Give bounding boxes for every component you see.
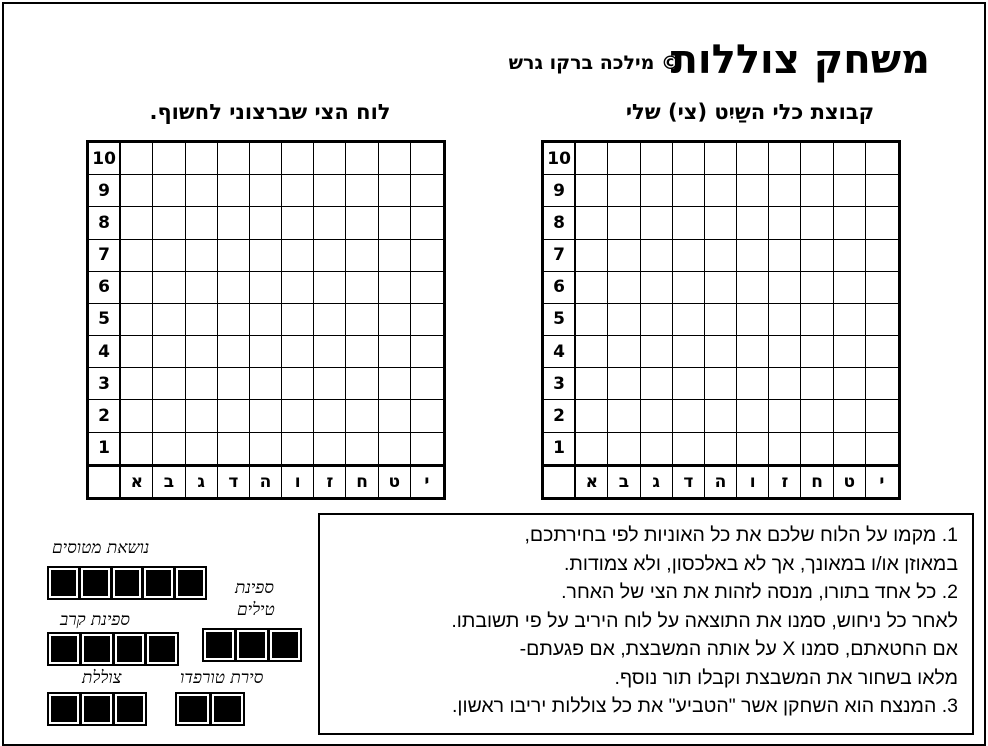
- grid-cell[interactable]: [121, 304, 153, 336]
- column-label: ד: [218, 465, 250, 497]
- grid-cell[interactable]: [282, 272, 314, 304]
- grid-cell[interactable]: [834, 240, 866, 272]
- grid-cell[interactable]: [346, 272, 378, 304]
- grid-cell[interactable]: [608, 240, 640, 272]
- grid-cell[interactable]: [834, 143, 866, 175]
- grid-cell[interactable]: [411, 368, 443, 400]
- grid-cell[interactable]: [866, 336, 898, 368]
- grid-cell[interactable]: [346, 304, 378, 336]
- grid-cell[interactable]: [346, 240, 378, 272]
- column-label: ז: [314, 465, 346, 497]
- grid-cell[interactable]: [673, 240, 705, 272]
- grid-cell[interactable]: [282, 207, 314, 239]
- grid-cell[interactable]: [705, 175, 737, 207]
- instruction-line: לאחר כל ניחוש, סמנו את התוצאה על לוח היריב על פי תשובתו.: [451, 609, 958, 632]
- grid-cell[interactable]: [866, 175, 898, 207]
- grid-cell[interactable]: [153, 175, 185, 207]
- grid-cell[interactable]: [705, 143, 737, 175]
- grid-cell[interactable]: [121, 433, 153, 465]
- column-label: ט: [379, 465, 411, 497]
- instruction-line: 1. מקמו על הלוח שלכם את כל האוניות לפי בחירתכם,: [524, 524, 958, 546]
- grid-cell[interactable]: [834, 304, 866, 336]
- grid-cell[interactable]: [218, 207, 250, 239]
- grid-cell[interactable]: [218, 143, 250, 175]
- row-label: 3: [89, 368, 121, 400]
- grid-cell[interactable]: [673, 336, 705, 368]
- grid-cell[interactable]: [411, 272, 443, 304]
- ship-segment: [212, 694, 244, 724]
- torpedo-boat-ship: [175, 692, 245, 726]
- grid-cell[interactable]: [769, 400, 801, 432]
- grid-cell[interactable]: [379, 368, 411, 400]
- grid-cell[interactable]: [186, 336, 218, 368]
- grid-cell[interactable]: [576, 400, 608, 432]
- grid-cell[interactable]: [641, 175, 673, 207]
- grid-cell[interactable]: [641, 143, 673, 175]
- grid-cell[interactable]: [673, 175, 705, 207]
- grid-cell[interactable]: [641, 336, 673, 368]
- grid-cell[interactable]: [282, 175, 314, 207]
- row-label: 3: [544, 368, 576, 400]
- grid-cell[interactable]: [608, 272, 640, 304]
- grid-cell[interactable]: [314, 272, 346, 304]
- grid-cell[interactable]: [411, 143, 443, 175]
- grid-cell[interactable]: [705, 368, 737, 400]
- ship-segment: [81, 568, 110, 598]
- column-label: ח: [346, 465, 378, 497]
- row-label: 8: [544, 207, 576, 239]
- grid-cell[interactable]: [866, 368, 898, 400]
- grid-cell[interactable]: [801, 272, 833, 304]
- grid-cell[interactable]: [186, 272, 218, 304]
- grid-cell[interactable]: [576, 368, 608, 400]
- grid-cell[interactable]: [834, 433, 866, 465]
- grid-cell[interactable]: [282, 143, 314, 175]
- carrier-label: נושאת מטוסים: [52, 538, 150, 558]
- grid-cell[interactable]: [641, 240, 673, 272]
- corner-cell: [544, 465, 576, 497]
- submarine-ship: [47, 692, 147, 726]
- grid-cell[interactable]: [153, 240, 185, 272]
- grid-cell[interactable]: [737, 207, 769, 239]
- instructions-box: [318, 513, 974, 735]
- grid-cell[interactable]: [153, 143, 185, 175]
- grid-cell[interactable]: [379, 304, 411, 336]
- grid-cell[interactable]: [153, 433, 185, 465]
- ship-segment: [147, 634, 177, 664]
- grid-cell[interactable]: [346, 143, 378, 175]
- grid-cell[interactable]: [346, 336, 378, 368]
- grid-cell[interactable]: [705, 240, 737, 272]
- grid-cell[interactable]: [250, 175, 282, 207]
- row-label: 1: [89, 433, 121, 465]
- row-label: 7: [544, 240, 576, 272]
- grid-cell[interactable]: [186, 368, 218, 400]
- grid-cell[interactable]: [121, 272, 153, 304]
- grid-cell[interactable]: [576, 272, 608, 304]
- grid-cell[interactable]: [411, 400, 443, 432]
- page-title: משחק צוללות: [670, 37, 930, 83]
- grid-cell[interactable]: [705, 433, 737, 465]
- grid-cell[interactable]: [282, 336, 314, 368]
- grid-cell[interactable]: [769, 240, 801, 272]
- row-label: 5: [544, 304, 576, 336]
- grid-cell[interactable]: [186, 240, 218, 272]
- row-label: 4: [89, 336, 121, 368]
- column-label: י: [411, 465, 443, 497]
- grid-cell[interactable]: [314, 368, 346, 400]
- grid-cell[interactable]: [769, 175, 801, 207]
- row-label: 4: [544, 336, 576, 368]
- grid-cell[interactable]: [576, 240, 608, 272]
- grid-cell[interactable]: [608, 175, 640, 207]
- grid-cell[interactable]: [153, 400, 185, 432]
- grid-cell[interactable]: [153, 304, 185, 336]
- grid-cell[interactable]: [153, 272, 185, 304]
- ship-segment: [204, 630, 234, 660]
- grid-cell[interactable]: [314, 336, 346, 368]
- grid-cell[interactable]: [641, 368, 673, 400]
- grid-cell[interactable]: [608, 400, 640, 432]
- grid-cell[interactable]: [834, 400, 866, 432]
- ship-segment: [49, 634, 79, 664]
- grid-cell[interactable]: [673, 207, 705, 239]
- column-label: ג: [641, 465, 673, 497]
- column-label: א: [121, 465, 153, 497]
- grid-cell[interactable]: [250, 272, 282, 304]
- column-label: ו: [282, 465, 314, 497]
- carrier-ship: [47, 566, 207, 600]
- grid-cell[interactable]: [346, 400, 378, 432]
- grid-cell[interactable]: [379, 272, 411, 304]
- grid-cell[interactable]: [121, 400, 153, 432]
- grid-cell[interactable]: [737, 304, 769, 336]
- grid-cell[interactable]: [834, 175, 866, 207]
- grid-cell[interactable]: [801, 304, 833, 336]
- row-label: 6: [89, 272, 121, 304]
- grid-cell[interactable]: [866, 272, 898, 304]
- grid-cell[interactable]: [250, 207, 282, 239]
- submarine-label: צוללת: [82, 668, 122, 688]
- ship-segment: [176, 568, 205, 598]
- grid-cell[interactable]: [769, 433, 801, 465]
- grid-cell[interactable]: [801, 143, 833, 175]
- grid-cell[interactable]: [411, 304, 443, 336]
- opponent-grid[interactable]: [86, 140, 446, 500]
- grid-cell[interactable]: [121, 368, 153, 400]
- column-label: ז: [769, 465, 801, 497]
- grid-cell[interactable]: [314, 433, 346, 465]
- missile-boat-ship: [202, 628, 302, 662]
- grid-cell[interactable]: [346, 433, 378, 465]
- grid-cell[interactable]: [576, 175, 608, 207]
- grid-cell[interactable]: [218, 368, 250, 400]
- ship-segment: [177, 694, 209, 724]
- grid-cell[interactable]: [834, 336, 866, 368]
- grid-cell[interactable]: [641, 207, 673, 239]
- grid-cell[interactable]: [673, 433, 705, 465]
- ship-segment: [115, 694, 145, 724]
- grid-cell[interactable]: [801, 207, 833, 239]
- ship-segment: [82, 634, 112, 664]
- grid-cell[interactable]: [121, 143, 153, 175]
- grid-cell[interactable]: [379, 175, 411, 207]
- grid-cell[interactable]: [282, 400, 314, 432]
- row-label: 2: [89, 400, 121, 432]
- grid-cell[interactable]: [250, 400, 282, 432]
- ship-segment: [113, 568, 142, 598]
- grid-cell[interactable]: [866, 433, 898, 465]
- grid-cell[interactable]: [705, 336, 737, 368]
- grid-cell[interactable]: [769, 368, 801, 400]
- row-label: 10: [89, 143, 121, 175]
- instruction-line: 3. המנצח הוא השחקן אשר "הטביע" את כל צוללות יריבו ראשון.: [452, 695, 958, 717]
- grid-cell[interactable]: [834, 272, 866, 304]
- column-label: ה: [705, 465, 737, 497]
- ship-segment: [49, 694, 79, 724]
- grid-cell[interactable]: [250, 304, 282, 336]
- grid-cell[interactable]: [641, 400, 673, 432]
- grid-cell[interactable]: [250, 143, 282, 175]
- grid-cell[interactable]: [608, 304, 640, 336]
- grid-cell[interactable]: [218, 433, 250, 465]
- grid-cell[interactable]: [576, 143, 608, 175]
- grid-cell[interactable]: [737, 336, 769, 368]
- grid-cell[interactable]: [186, 175, 218, 207]
- author-byline: © מילכה ברקו גרש: [508, 52, 680, 74]
- grid-cell[interactable]: [218, 175, 250, 207]
- missile-boat-label-2: טילים: [237, 600, 275, 620]
- instruction-line: מלאו בשחור את המשבצת וקבלו תור נוסף.: [614, 666, 958, 689]
- grid-cell[interactable]: [346, 175, 378, 207]
- grid-cell[interactable]: [411, 175, 443, 207]
- grid-cell[interactable]: [576, 207, 608, 239]
- grid-cell[interactable]: [186, 207, 218, 239]
- grid-cell[interactable]: [866, 207, 898, 239]
- instruction-line: במאוזן או/ו במאונך, אך לא באלכסון, ולא צמודות.: [563, 552, 958, 575]
- grid-cell[interactable]: [411, 207, 443, 239]
- column-label: ג: [186, 465, 218, 497]
- ship-segment: [49, 568, 78, 598]
- grid-cell[interactable]: [608, 368, 640, 400]
- grid-cell[interactable]: [218, 272, 250, 304]
- opponent-board-title: לוח הצי שברצוני לחשוף.: [149, 100, 391, 124]
- grid-cell[interactable]: [576, 304, 608, 336]
- grid-cell[interactable]: [769, 143, 801, 175]
- grid-cell[interactable]: [250, 368, 282, 400]
- my-fleet-grid[interactable]: [541, 140, 901, 500]
- grid-cell[interactable]: [186, 143, 218, 175]
- column-label: ט: [834, 465, 866, 497]
- grid-cell[interactable]: [641, 272, 673, 304]
- grid-cell[interactable]: [153, 207, 185, 239]
- grid-cell[interactable]: [411, 336, 443, 368]
- grid-cell[interactable]: [218, 240, 250, 272]
- grid-cell[interactable]: [250, 336, 282, 368]
- grid-cell[interactable]: [186, 400, 218, 432]
- grid-cell[interactable]: [379, 336, 411, 368]
- row-label: 1: [544, 433, 576, 465]
- grid-cell[interactable]: [737, 143, 769, 175]
- grid-cell[interactable]: [379, 207, 411, 239]
- grid-cell[interactable]: [608, 336, 640, 368]
- grid-cell[interactable]: [769, 272, 801, 304]
- column-label: ו: [737, 465, 769, 497]
- grid-cell[interactable]: [705, 272, 737, 304]
- column-label: ב: [153, 465, 185, 497]
- corner-cell: [89, 465, 121, 497]
- ship-segment: [115, 634, 145, 664]
- grid-cell[interactable]: [801, 400, 833, 432]
- grid-cell[interactable]: [801, 175, 833, 207]
- row-label: 6: [544, 272, 576, 304]
- grid-cell[interactable]: [153, 336, 185, 368]
- grid-cell[interactable]: [121, 207, 153, 239]
- grid-cell[interactable]: [769, 207, 801, 239]
- row-label: 8: [89, 207, 121, 239]
- grid-cell[interactable]: [737, 175, 769, 207]
- grid-cell[interactable]: [673, 368, 705, 400]
- grid-cell[interactable]: [737, 400, 769, 432]
- grid-cell[interactable]: [866, 400, 898, 432]
- grid-cell[interactable]: [250, 240, 282, 272]
- row-label: 5: [89, 304, 121, 336]
- grid-cell[interactable]: [866, 240, 898, 272]
- grid-cell[interactable]: [282, 304, 314, 336]
- grid-cell[interactable]: [608, 143, 640, 175]
- grid-cell[interactable]: [834, 368, 866, 400]
- grid-cell[interactable]: [801, 240, 833, 272]
- grid-cell[interactable]: [121, 175, 153, 207]
- torpedo-boat-label: סירת טורפדו: [180, 668, 264, 688]
- column-label: י: [866, 465, 898, 497]
- grid-cell[interactable]: [314, 240, 346, 272]
- grid-cell[interactable]: [608, 207, 640, 239]
- grid-cell[interactable]: [673, 400, 705, 432]
- grid-cell[interactable]: [576, 433, 608, 465]
- grid-cell[interactable]: [705, 304, 737, 336]
- grid-cell[interactable]: [769, 336, 801, 368]
- grid-cell[interactable]: [705, 207, 737, 239]
- grid-cell[interactable]: [737, 272, 769, 304]
- grid-cell[interactable]: [737, 240, 769, 272]
- my-fleet-board-title: קבוצת כלי השַיִט (צי) שלי: [625, 100, 875, 124]
- grid-cell[interactable]: [346, 368, 378, 400]
- row-label: 9: [544, 175, 576, 207]
- grid-cell[interactable]: [314, 207, 346, 239]
- grid-cell[interactable]: [250, 433, 282, 465]
- row-label: 9: [89, 175, 121, 207]
- instruction-line: 2. כל אחד בתורו, מנסה לזהות את הצי של האחר.: [561, 581, 958, 603]
- grid-cell[interactable]: [641, 433, 673, 465]
- grid-cell[interactable]: [866, 304, 898, 336]
- battleship-label: ספינת קרב: [60, 610, 130, 630]
- grid-cell[interactable]: [769, 304, 801, 336]
- grid-cell[interactable]: [314, 400, 346, 432]
- grid-cell[interactable]: [411, 240, 443, 272]
- grid-cell[interactable]: [834, 207, 866, 239]
- grid-cell[interactable]: [282, 240, 314, 272]
- grid-cell[interactable]: [218, 336, 250, 368]
- grid-cell[interactable]: [737, 368, 769, 400]
- grid-cell[interactable]: [379, 240, 411, 272]
- grid-cell[interactable]: [608, 433, 640, 465]
- battleship-ship: [47, 632, 179, 666]
- grid-cell[interactable]: [218, 400, 250, 432]
- grid-cell[interactable]: [673, 143, 705, 175]
- instruction-line: אם החטאתם, סמנו X על אותה המשבצת, אם פגעתם-: [519, 638, 958, 660]
- row-label: 2: [544, 400, 576, 432]
- grid-cell[interactable]: [314, 175, 346, 207]
- ship-segment: [82, 694, 112, 724]
- ship-segment: [237, 630, 267, 660]
- grid-cell[interactable]: [153, 368, 185, 400]
- grid-cell[interactable]: [314, 304, 346, 336]
- grid-cell[interactable]: [801, 336, 833, 368]
- grid-cell[interactable]: [379, 400, 411, 432]
- grid-cell[interactable]: [346, 207, 378, 239]
- grid-cell[interactable]: [186, 433, 218, 465]
- grid-cell[interactable]: [411, 433, 443, 465]
- grid-cell[interactable]: [641, 304, 673, 336]
- grid-cell[interactable]: [379, 143, 411, 175]
- ship-segment: [270, 630, 300, 660]
- column-label: א: [576, 465, 608, 497]
- grid-cell[interactable]: [121, 240, 153, 272]
- missile-boat-label-1: ספינת: [235, 578, 274, 598]
- grid-cell[interactable]: [576, 336, 608, 368]
- column-label: ה: [250, 465, 282, 497]
- column-label: ח: [801, 465, 833, 497]
- row-label: 10: [544, 143, 576, 175]
- grid-cell[interactable]: [705, 400, 737, 432]
- grid-cell[interactable]: [673, 272, 705, 304]
- grid-cell[interactable]: [186, 304, 218, 336]
- ship-segment: [144, 568, 173, 598]
- grid-cell[interactable]: [801, 368, 833, 400]
- row-label: 7: [89, 240, 121, 272]
- grid-cell[interactable]: [379, 433, 411, 465]
- column-label: ד: [673, 465, 705, 497]
- grid-cell[interactable]: [673, 304, 705, 336]
- grid-cell[interactable]: [737, 433, 769, 465]
- grid-cell[interactable]: [314, 143, 346, 175]
- grid-cell[interactable]: [282, 433, 314, 465]
- grid-cell[interactable]: [801, 433, 833, 465]
- column-label: ב: [608, 465, 640, 497]
- grid-cell[interactable]: [121, 336, 153, 368]
- grid-cell[interactable]: [866, 143, 898, 175]
- grid-cell[interactable]: [218, 304, 250, 336]
- grid-cell[interactable]: [282, 368, 314, 400]
